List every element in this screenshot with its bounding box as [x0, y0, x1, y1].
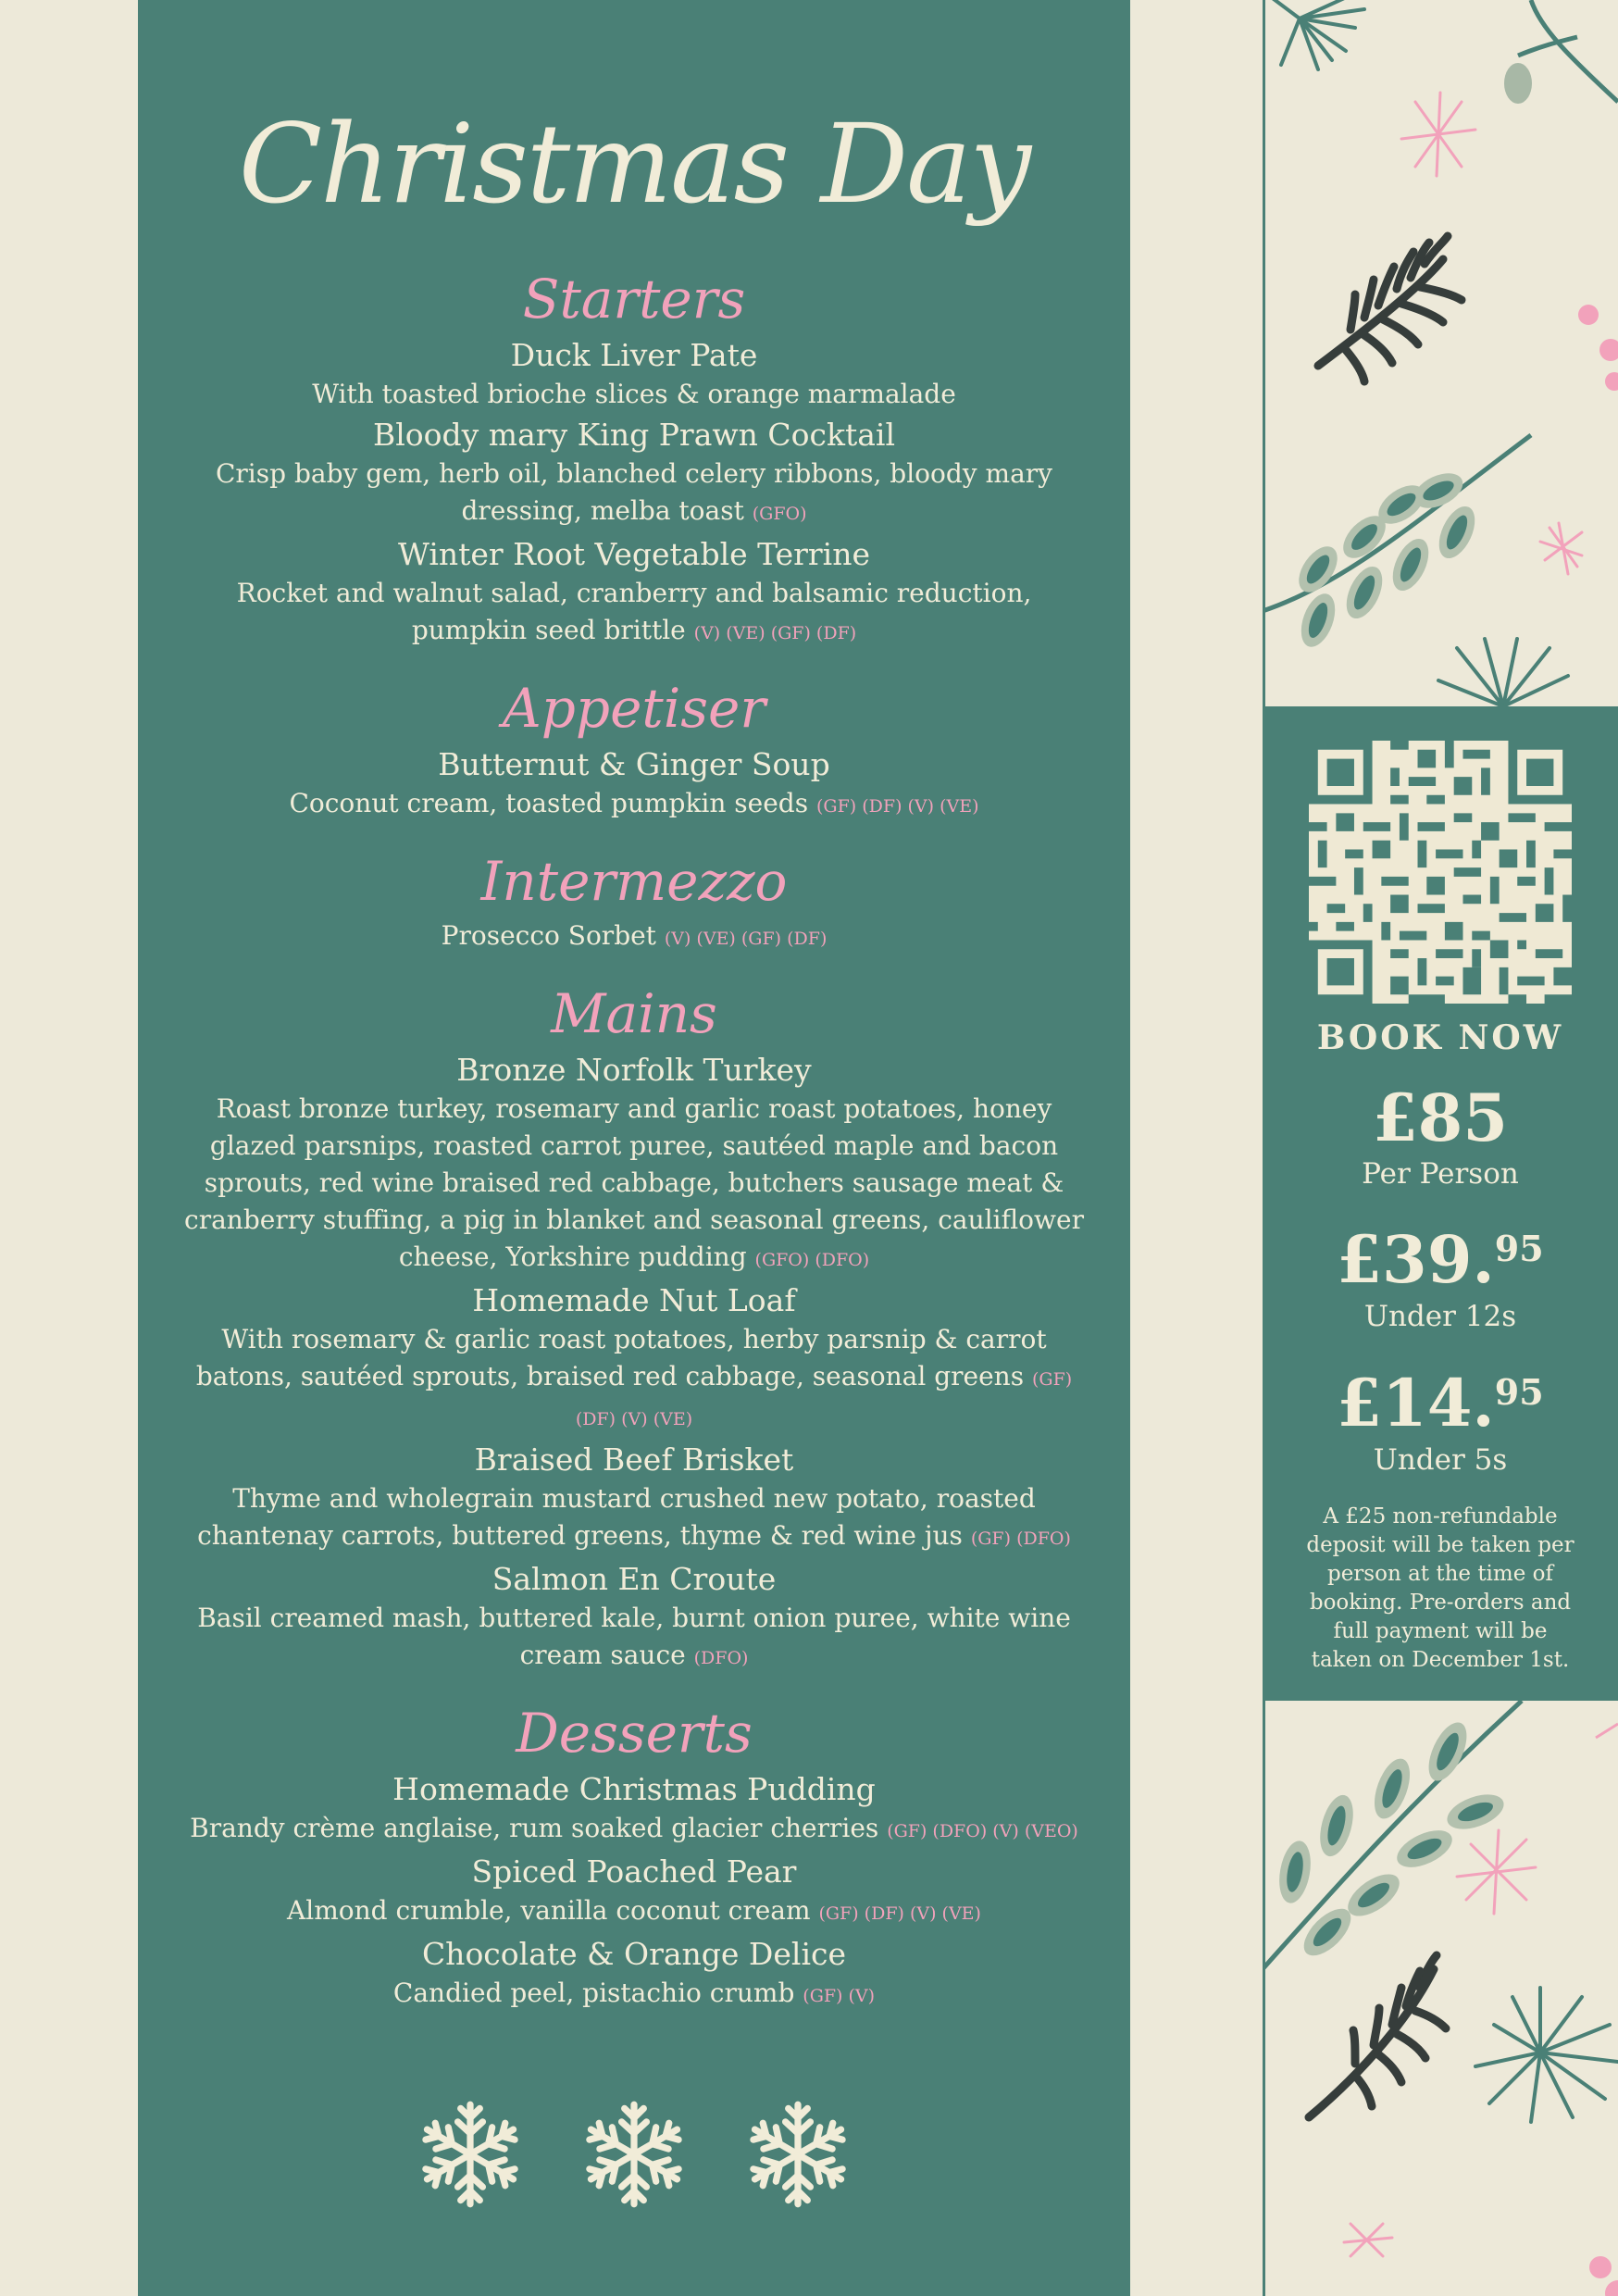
item-name: Bronze Norfolk Turkey: [456, 1052, 812, 1088]
item-desc: [138, 1321, 1130, 1438]
menu-item: [138, 1934, 1130, 2015]
item-desc-text: Basil creamed mash, buttered kale, burnt onion puree, white wine cream sauce: [197, 1603, 1071, 1670]
dietary-tags: (GF) (V): [803, 1986, 876, 2006]
menu-panel: [138, 0, 1130, 2296]
item-name: Homemade Nut Loaf: [472, 1282, 796, 1318]
child-price: [1263, 1221, 1618, 1298]
snowflake-icon: [413, 2097, 528, 2212]
item-desc-text: Rocket and walnut salad, cranberry and balsamic reduction, pumpkin seed brittle: [236, 578, 1032, 645]
item-name: Butternut & Ginger Soup: [438, 746, 830, 782]
infant-price-pence: 95: [1494, 1371, 1544, 1413]
menu-item: [138, 1050, 1130, 1279]
leaf-branch-decoration: [1263, 1701, 1618, 2296]
item-desc: [138, 575, 1130, 652]
section-starters: [138, 270, 1130, 652]
menu-item: [138, 1559, 1130, 1677]
item-desc: [138, 1975, 1130, 2015]
dietary-tags: (GF) (DFO): [970, 1529, 1071, 1549]
menu-body: [138, 270, 1130, 2042]
adult-price-label: Per Person: [1362, 1157, 1519, 1191]
side-divider: [1263, 0, 1265, 2296]
section-appetiser: [138, 677, 1130, 825]
pine-branch-decoration: [1263, 0, 1618, 706]
item-desc-text: Brandy crème anglaise, rum soaked glacier cherries: [190, 1813, 879, 1843]
item-desc: [138, 785, 1130, 825]
item-desc: [138, 1810, 1130, 1850]
menu-item: [138, 335, 1130, 413]
dietary-tags: (GFO) (DFO): [754, 1250, 870, 1270]
dietary-tags: (DFO): [693, 1648, 749, 1668]
dietary-tags: (V) (VE) (GF) (DF): [664, 929, 828, 949]
section-desserts: [138, 1704, 1130, 2015]
menu-item: [138, 1769, 1130, 1850]
decor-bottom: [1263, 1701, 1618, 2296]
item-desc: [138, 1600, 1130, 1677]
section-intermezzo: [138, 850, 1130, 957]
book-now-label: BOOK NOW: [1316, 1018, 1564, 1057]
section-heading: Mains: [551, 982, 717, 1045]
item-name: Winter Root Vegetable Terrine: [397, 536, 871, 572]
item-desc: [138, 455, 1130, 532]
dietary-tags: (GF) (DFO) (V) (VEO): [887, 1821, 1078, 1841]
item-desc-text: Coconut cream, toasted pumpkin seeds: [289, 788, 809, 818]
section-heading: Desserts: [516, 1702, 753, 1765]
menu-item: [138, 1852, 1130, 1932]
item-name: Braised Beef Brisket: [474, 1441, 794, 1478]
child-price-pence: 95: [1494, 1228, 1544, 1269]
menu-title: Christmas Day: [238, 100, 1030, 228]
decor-top: [1263, 0, 1618, 706]
infant-price-pounds: £14.: [1337, 1365, 1495, 1441]
item-desc-text: With rosemary & garlic roast potatoes, herby parsnip & carrot batons, sautéed sprouts, braised red cabbage, seasonal greens: [195, 1324, 1047, 1391]
item-name: Homemade Christmas Pudding: [392, 1771, 876, 1807]
child-price-pounds: £39.: [1337, 1221, 1495, 1298]
item-name: Chocolate & Orange Delice: [421, 1936, 847, 1972]
qr-code[interactable]: [1309, 741, 1572, 1004]
dietary-tags: (GF) (DF) (V) (VE): [575, 1369, 1073, 1429]
item-desc-text: Candied peel, pistachio crumb: [392, 1978, 795, 2008]
item-name: Bloody mary King Prawn Cocktail: [372, 417, 896, 453]
item-desc: [138, 1091, 1130, 1279]
dietary-tags: (GFO): [752, 504, 807, 524]
infant-price-label: Under 5s: [1373, 1443, 1508, 1477]
item-desc: [138, 917, 1130, 957]
menu-item: [138, 415, 1130, 532]
item-name: Salmon En Croute: [492, 1561, 777, 1597]
menu-item: [138, 1280, 1130, 1438]
dietary-tags: (V) (VE) (GF) (DF): [693, 623, 857, 643]
infant-price: [1263, 1365, 1618, 1441]
section-heading: Starters: [522, 268, 746, 331]
booking-panel: [1263, 706, 1618, 1701]
item-desc: [138, 1892, 1130, 1932]
dietary-tags: (GF) (DF) (V) (VE): [816, 796, 979, 817]
snowflake-row: [138, 2097, 1130, 2215]
item-name: Duck Liver Pate: [510, 337, 758, 373]
item-name: Prosecco Sorbet: [441, 920, 656, 951]
item-desc-text: Crisp baby gem, herb oil, blanched celery ribbons, bloody mary dressing, melba toast: [216, 458, 1052, 526]
item-desc-text: Thyme and wholegrain mustard crushed new potato, roasted chantenay carrots, buttered greens, thyme & red wine jus: [197, 1483, 1036, 1551]
menu-item: [138, 917, 1130, 957]
section-heading: Intermezzo: [480, 850, 788, 913]
adult-price: £85: [1372, 1079, 1509, 1156]
item-desc-text: Almond crumble, vanilla coconut cream: [287, 1895, 811, 1926]
item-name: Spiced Poached Pear: [471, 1853, 797, 1890]
deposit-note: A £25 non-refundable deposit will be taken per person at the time of booking. Pre-orders and full payment will be taken on December 1st.: [1306, 1504, 1574, 1672]
section-mains: [138, 982, 1130, 1677]
menu-item: [138, 744, 1130, 825]
child-price-label: Under 12s: [1363, 1300, 1517, 1333]
item-desc: [138, 376, 1130, 413]
item-desc-text: Roast bronze turkey, rosemary and garlic roast potatoes, honey glazed parsnips, roasted carrot puree, sautéed maple and bacon sprouts, red wine braised red cabbage, butchers sausage meat & cranberry stuffing, a pig in blanket and seasonal greens, cauliflower cheese, Yorkshire pudding: [184, 1093, 1084, 1272]
snowflake-icon: [577, 2097, 691, 2212]
dietary-tags: (GF) (DF) (V) (VE): [818, 1903, 981, 1924]
menu-item: [138, 1440, 1130, 1557]
menu-item: [138, 534, 1130, 652]
section-heading: Appetiser: [502, 677, 766, 740]
item-desc: [138, 1480, 1130, 1557]
item-desc-text: With toasted brioche slices & orange marmalade: [312, 379, 956, 409]
snowflake-icon: [741, 2097, 855, 2212]
